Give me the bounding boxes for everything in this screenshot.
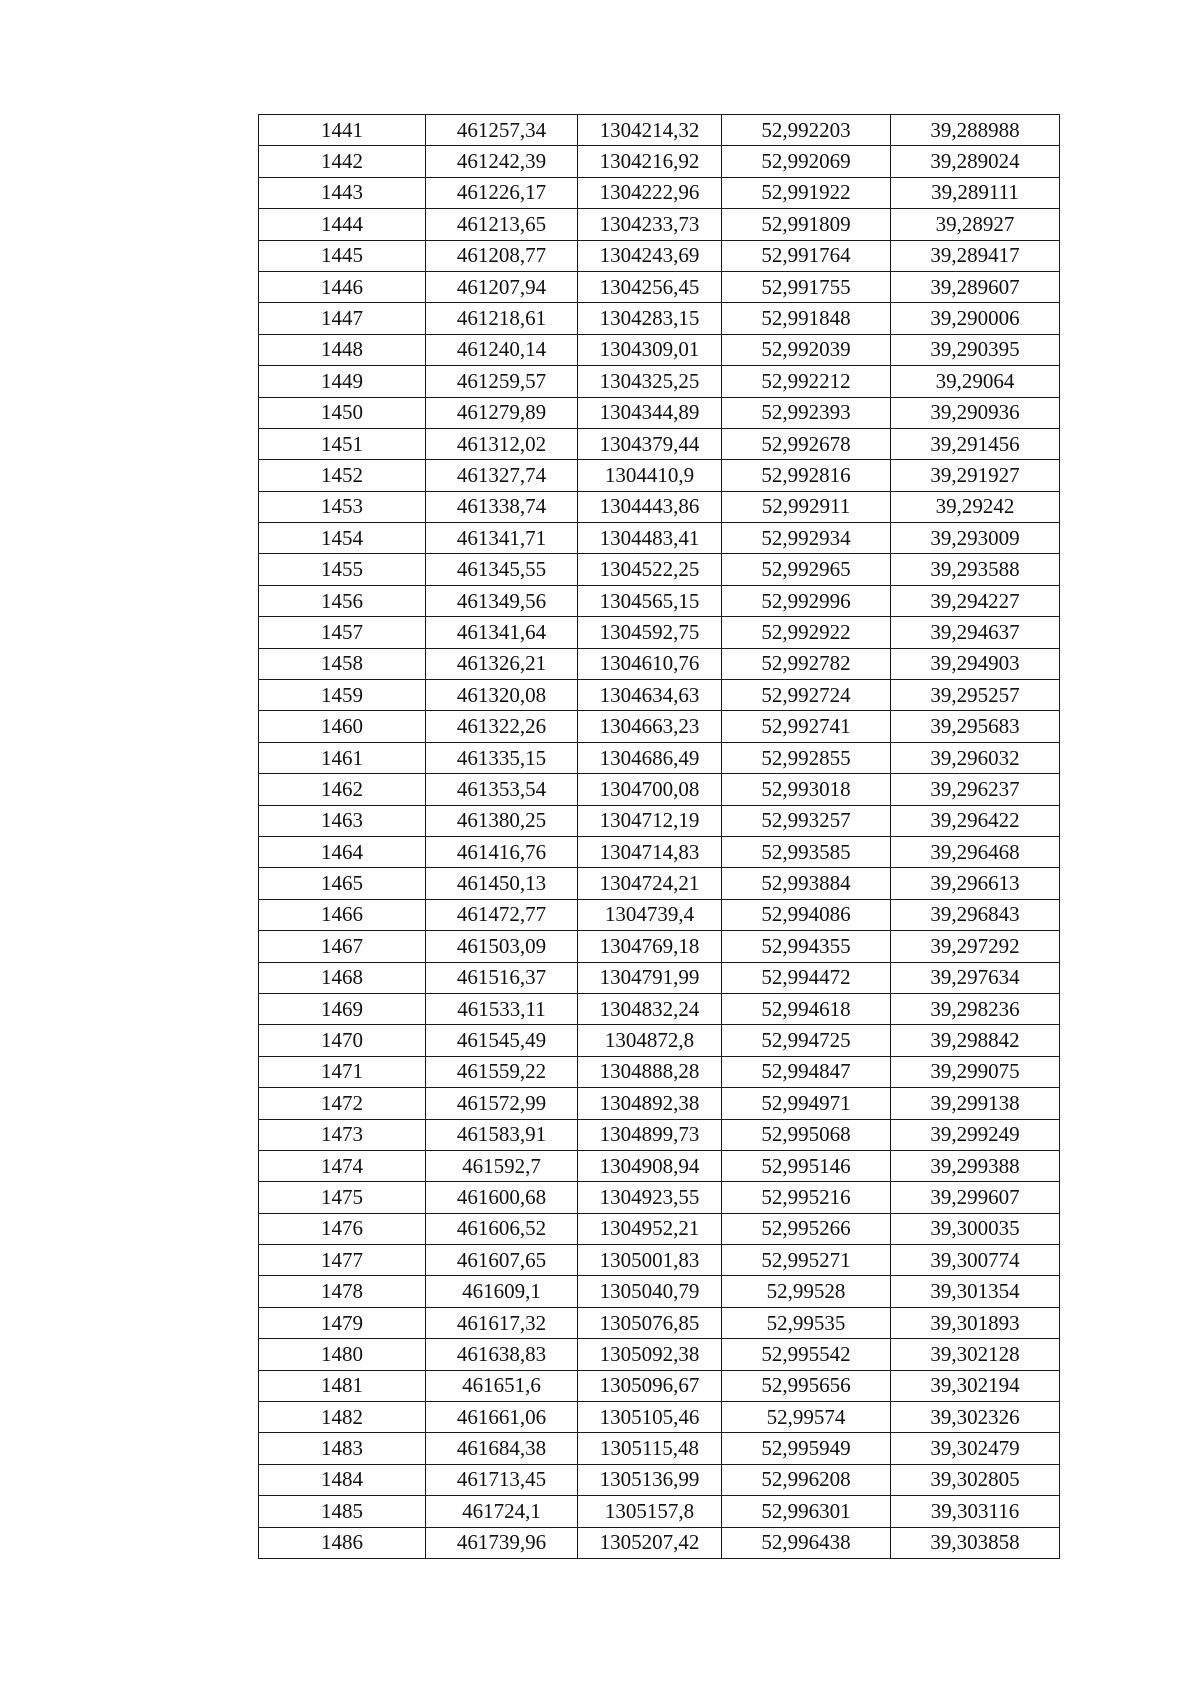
x-coordinate-cell: 461684,38 bbox=[426, 1433, 578, 1464]
y-coordinate-cell: 1304712,19 bbox=[578, 805, 722, 836]
x-coordinate-cell: 461559,22 bbox=[426, 1056, 578, 1087]
x-coordinate-cell: 461545,49 bbox=[426, 1025, 578, 1056]
latitude-cell: 52,995542 bbox=[722, 1339, 891, 1370]
latitude-cell: 52,994472 bbox=[722, 962, 891, 993]
longitude-cell: 39,289024 bbox=[891, 146, 1060, 177]
point-number-cell: 1457 bbox=[259, 617, 426, 648]
x-coordinate-cell: 461327,74 bbox=[426, 460, 578, 491]
x-coordinate-cell: 461207,94 bbox=[426, 271, 578, 302]
table-row bbox=[259, 428, 1060, 459]
x-coordinate-cell: 461320,08 bbox=[426, 680, 578, 711]
latitude-cell: 52,994618 bbox=[722, 993, 891, 1024]
point-number-cell: 1453 bbox=[259, 491, 426, 522]
point-number-cell: 1454 bbox=[259, 523, 426, 554]
x-coordinate-cell: 461341,71 bbox=[426, 523, 578, 554]
table-row bbox=[259, 993, 1060, 1024]
y-coordinate-cell: 1305207,42 bbox=[578, 1527, 722, 1558]
y-coordinate-cell: 1304739,4 bbox=[578, 899, 722, 930]
longitude-cell: 39,296237 bbox=[891, 774, 1060, 805]
x-coordinate-cell: 461600,68 bbox=[426, 1182, 578, 1213]
coordinates-table bbox=[258, 114, 1060, 1559]
latitude-cell: 52,995656 bbox=[722, 1370, 891, 1401]
y-coordinate-cell: 1304923,55 bbox=[578, 1182, 722, 1213]
x-coordinate-cell: 461661,06 bbox=[426, 1402, 578, 1433]
latitude-cell: 52,992816 bbox=[722, 460, 891, 491]
point-number-cell: 1477 bbox=[259, 1245, 426, 1276]
table-row bbox=[259, 397, 1060, 428]
latitude-cell: 52,995068 bbox=[722, 1119, 891, 1150]
x-coordinate-cell: 461213,65 bbox=[426, 209, 578, 240]
point-number-cell: 1479 bbox=[259, 1307, 426, 1338]
table-row bbox=[259, 366, 1060, 397]
point-number-cell: 1472 bbox=[259, 1088, 426, 1119]
latitude-cell: 52,994086 bbox=[722, 899, 891, 930]
y-coordinate-cell: 1304872,8 bbox=[578, 1025, 722, 1056]
table-row bbox=[259, 1088, 1060, 1119]
longitude-cell: 39,297292 bbox=[891, 931, 1060, 962]
x-coordinate-cell: 461380,25 bbox=[426, 805, 578, 836]
point-number-cell: 1450 bbox=[259, 397, 426, 428]
point-number-cell: 1447 bbox=[259, 303, 426, 334]
y-coordinate-cell: 1304899,73 bbox=[578, 1119, 722, 1150]
y-coordinate-cell: 1305115,48 bbox=[578, 1433, 722, 1464]
latitude-cell: 52,995266 bbox=[722, 1213, 891, 1244]
y-coordinate-cell: 1305092,38 bbox=[578, 1339, 722, 1370]
y-coordinate-cell: 1304344,89 bbox=[578, 397, 722, 428]
x-coordinate-cell: 461326,21 bbox=[426, 648, 578, 679]
point-number-cell: 1480 bbox=[259, 1339, 426, 1370]
point-number-cell: 1451 bbox=[259, 428, 426, 459]
latitude-cell: 52,992922 bbox=[722, 617, 891, 648]
y-coordinate-cell: 1304379,44 bbox=[578, 428, 722, 459]
point-number-cell: 1461 bbox=[259, 742, 426, 773]
y-coordinate-cell: 1305105,46 bbox=[578, 1402, 722, 1433]
point-number-cell: 1444 bbox=[259, 209, 426, 240]
y-coordinate-cell: 1304686,49 bbox=[578, 742, 722, 773]
latitude-cell: 52,992212 bbox=[722, 366, 891, 397]
point-number-cell: 1452 bbox=[259, 460, 426, 491]
table-row bbox=[259, 742, 1060, 773]
x-coordinate-cell: 461240,14 bbox=[426, 334, 578, 365]
latitude-cell: 52,992203 bbox=[722, 115, 891, 146]
point-number-cell: 1442 bbox=[259, 146, 426, 177]
latitude-cell: 52,993257 bbox=[722, 805, 891, 836]
longitude-cell: 39,296032 bbox=[891, 742, 1060, 773]
latitude-cell: 52,992393 bbox=[722, 397, 891, 428]
latitude-cell: 52,994971 bbox=[722, 1088, 891, 1119]
point-number-cell: 1449 bbox=[259, 366, 426, 397]
table-row bbox=[259, 554, 1060, 585]
longitude-cell: 39,293009 bbox=[891, 523, 1060, 554]
y-coordinate-cell: 1304663,23 bbox=[578, 711, 722, 742]
latitude-cell: 52,991809 bbox=[722, 209, 891, 240]
table-row bbox=[259, 115, 1060, 146]
point-number-cell: 1465 bbox=[259, 868, 426, 899]
x-coordinate-cell: 461638,83 bbox=[426, 1339, 578, 1370]
point-number-cell: 1467 bbox=[259, 931, 426, 962]
table-row bbox=[259, 1527, 1060, 1558]
table-row bbox=[259, 1464, 1060, 1495]
point-number-cell: 1471 bbox=[259, 1056, 426, 1087]
longitude-cell: 39,295257 bbox=[891, 680, 1060, 711]
point-number-cell: 1476 bbox=[259, 1213, 426, 1244]
y-coordinate-cell: 1304214,32 bbox=[578, 115, 722, 146]
latitude-cell: 52,99535 bbox=[722, 1307, 891, 1338]
longitude-cell: 39,290006 bbox=[891, 303, 1060, 334]
longitude-cell: 39,298842 bbox=[891, 1025, 1060, 1056]
latitude-cell: 52,992965 bbox=[722, 554, 891, 585]
table-row bbox=[259, 931, 1060, 962]
x-coordinate-cell: 461651,6 bbox=[426, 1370, 578, 1401]
longitude-cell: 39,294903 bbox=[891, 648, 1060, 679]
point-number-cell: 1484 bbox=[259, 1464, 426, 1495]
table-row bbox=[259, 1276, 1060, 1307]
longitude-cell: 39,299249 bbox=[891, 1119, 1060, 1150]
longitude-cell: 39,301354 bbox=[891, 1276, 1060, 1307]
point-number-cell: 1458 bbox=[259, 648, 426, 679]
y-coordinate-cell: 1304888,28 bbox=[578, 1056, 722, 1087]
y-coordinate-cell: 1304243,69 bbox=[578, 240, 722, 271]
latitude-cell: 52,993585 bbox=[722, 836, 891, 867]
y-coordinate-cell: 1304769,18 bbox=[578, 931, 722, 962]
point-number-cell: 1486 bbox=[259, 1527, 426, 1558]
y-coordinate-cell: 1304309,01 bbox=[578, 334, 722, 365]
longitude-cell: 39,288988 bbox=[891, 115, 1060, 146]
y-coordinate-cell: 1305076,85 bbox=[578, 1307, 722, 1338]
table-row bbox=[259, 1056, 1060, 1087]
latitude-cell: 52,991764 bbox=[722, 240, 891, 271]
point-number-cell: 1469 bbox=[259, 993, 426, 1024]
longitude-cell: 39,289607 bbox=[891, 271, 1060, 302]
table-row bbox=[259, 271, 1060, 302]
y-coordinate-cell: 1304908,94 bbox=[578, 1150, 722, 1181]
x-coordinate-cell: 461257,34 bbox=[426, 115, 578, 146]
latitude-cell: 52,992934 bbox=[722, 523, 891, 554]
table-row bbox=[259, 523, 1060, 554]
longitude-cell: 39,294637 bbox=[891, 617, 1060, 648]
longitude-cell: 39,302479 bbox=[891, 1433, 1060, 1464]
table-row bbox=[259, 1213, 1060, 1244]
table-row bbox=[259, 648, 1060, 679]
point-number-cell: 1443 bbox=[259, 177, 426, 208]
longitude-cell: 39,296468 bbox=[891, 836, 1060, 867]
y-coordinate-cell: 1305096,67 bbox=[578, 1370, 722, 1401]
x-coordinate-cell: 461312,02 bbox=[426, 428, 578, 459]
y-coordinate-cell: 1304222,96 bbox=[578, 177, 722, 208]
y-coordinate-cell: 1304724,21 bbox=[578, 868, 722, 899]
x-coordinate-cell: 461226,17 bbox=[426, 177, 578, 208]
longitude-cell: 39,299075 bbox=[891, 1056, 1060, 1087]
table-row bbox=[259, 1402, 1060, 1433]
latitude-cell: 52,992782 bbox=[722, 648, 891, 679]
table-row bbox=[259, 1339, 1060, 1370]
longitude-cell: 39,302194 bbox=[891, 1370, 1060, 1401]
y-coordinate-cell: 1305157,8 bbox=[578, 1496, 722, 1527]
y-coordinate-cell: 1304325,25 bbox=[578, 366, 722, 397]
y-coordinate-cell: 1304592,75 bbox=[578, 617, 722, 648]
x-coordinate-cell: 461609,1 bbox=[426, 1276, 578, 1307]
table-row bbox=[259, 899, 1060, 930]
longitude-cell: 39,295683 bbox=[891, 711, 1060, 742]
longitude-cell: 39,302326 bbox=[891, 1402, 1060, 1433]
y-coordinate-cell: 1304791,99 bbox=[578, 962, 722, 993]
table-row bbox=[259, 868, 1060, 899]
longitude-cell: 39,291456 bbox=[891, 428, 1060, 459]
table-row bbox=[259, 146, 1060, 177]
x-coordinate-cell: 461242,39 bbox=[426, 146, 578, 177]
table-row bbox=[259, 240, 1060, 271]
table-row bbox=[259, 680, 1060, 711]
x-coordinate-cell: 461338,74 bbox=[426, 491, 578, 522]
x-coordinate-cell: 461322,26 bbox=[426, 711, 578, 742]
x-coordinate-cell: 461345,55 bbox=[426, 554, 578, 585]
y-coordinate-cell: 1304714,83 bbox=[578, 836, 722, 867]
point-number-cell: 1460 bbox=[259, 711, 426, 742]
y-coordinate-cell: 1304443,86 bbox=[578, 491, 722, 522]
point-number-cell: 1475 bbox=[259, 1182, 426, 1213]
point-number-cell: 1445 bbox=[259, 240, 426, 271]
y-coordinate-cell: 1304522,25 bbox=[578, 554, 722, 585]
latitude-cell: 52,993018 bbox=[722, 774, 891, 805]
longitude-cell: 39,302805 bbox=[891, 1464, 1060, 1495]
latitude-cell: 52,99528 bbox=[722, 1276, 891, 1307]
x-coordinate-cell: 461279,89 bbox=[426, 397, 578, 428]
table-row bbox=[259, 177, 1060, 208]
table-row bbox=[259, 711, 1060, 742]
latitude-cell: 52,994725 bbox=[722, 1025, 891, 1056]
longitude-cell: 39,293588 bbox=[891, 554, 1060, 585]
x-coordinate-cell: 461416,76 bbox=[426, 836, 578, 867]
y-coordinate-cell: 1304610,76 bbox=[578, 648, 722, 679]
longitude-cell: 39,298236 bbox=[891, 993, 1060, 1024]
y-coordinate-cell: 1304483,41 bbox=[578, 523, 722, 554]
longitude-cell: 39,291927 bbox=[891, 460, 1060, 491]
y-coordinate-cell: 1304700,08 bbox=[578, 774, 722, 805]
table-row bbox=[259, 1496, 1060, 1527]
x-coordinate-cell: 461341,64 bbox=[426, 617, 578, 648]
point-number-cell: 1474 bbox=[259, 1150, 426, 1181]
point-number-cell: 1481 bbox=[259, 1370, 426, 1401]
latitude-cell: 52,992741 bbox=[722, 711, 891, 742]
latitude-cell: 52,992996 bbox=[722, 585, 891, 616]
x-coordinate-cell: 461713,45 bbox=[426, 1464, 578, 1495]
x-coordinate-cell: 461724,1 bbox=[426, 1496, 578, 1527]
y-coordinate-cell: 1304634,63 bbox=[578, 680, 722, 711]
table-row bbox=[259, 209, 1060, 240]
coordinates-table-body bbox=[259, 115, 1060, 1559]
y-coordinate-cell: 1305040,79 bbox=[578, 1276, 722, 1307]
table-row bbox=[259, 1150, 1060, 1181]
x-coordinate-cell: 461349,56 bbox=[426, 585, 578, 616]
x-coordinate-cell: 461353,54 bbox=[426, 774, 578, 805]
x-coordinate-cell: 461533,11 bbox=[426, 993, 578, 1024]
latitude-cell: 52,993884 bbox=[722, 868, 891, 899]
longitude-cell: 39,28927 bbox=[891, 209, 1060, 240]
table-row bbox=[259, 1025, 1060, 1056]
table-row bbox=[259, 1307, 1060, 1338]
x-coordinate-cell: 461592,7 bbox=[426, 1150, 578, 1181]
latitude-cell: 52,992678 bbox=[722, 428, 891, 459]
latitude-cell: 52,995949 bbox=[722, 1433, 891, 1464]
table-row bbox=[259, 303, 1060, 334]
longitude-cell: 39,299138 bbox=[891, 1088, 1060, 1119]
point-number-cell: 1485 bbox=[259, 1496, 426, 1527]
latitude-cell: 52,995271 bbox=[722, 1245, 891, 1276]
point-number-cell: 1468 bbox=[259, 962, 426, 993]
latitude-cell: 52,996208 bbox=[722, 1464, 891, 1495]
y-coordinate-cell: 1304410,9 bbox=[578, 460, 722, 491]
longitude-cell: 39,290395 bbox=[891, 334, 1060, 365]
longitude-cell: 39,303116 bbox=[891, 1496, 1060, 1527]
latitude-cell: 52,991755 bbox=[722, 271, 891, 302]
x-coordinate-cell: 461583,91 bbox=[426, 1119, 578, 1150]
longitude-cell: 39,300035 bbox=[891, 1213, 1060, 1244]
point-number-cell: 1462 bbox=[259, 774, 426, 805]
point-number-cell: 1455 bbox=[259, 554, 426, 585]
table-row bbox=[259, 617, 1060, 648]
x-coordinate-cell: 461259,57 bbox=[426, 366, 578, 397]
longitude-cell: 39,301893 bbox=[891, 1307, 1060, 1338]
point-number-cell: 1478 bbox=[259, 1276, 426, 1307]
y-coordinate-cell: 1304952,21 bbox=[578, 1213, 722, 1244]
x-coordinate-cell: 461335,15 bbox=[426, 742, 578, 773]
longitude-cell: 39,299388 bbox=[891, 1150, 1060, 1181]
x-coordinate-cell: 461503,09 bbox=[426, 931, 578, 962]
table-row bbox=[259, 1182, 1060, 1213]
longitude-cell: 39,29242 bbox=[891, 491, 1060, 522]
table-row bbox=[259, 491, 1060, 522]
point-number-cell: 1463 bbox=[259, 805, 426, 836]
y-coordinate-cell: 1304256,45 bbox=[578, 271, 722, 302]
point-number-cell: 1473 bbox=[259, 1119, 426, 1150]
longitude-cell: 39,29064 bbox=[891, 366, 1060, 397]
longitude-cell: 39,300774 bbox=[891, 1245, 1060, 1276]
latitude-cell: 52,99574 bbox=[722, 1402, 891, 1433]
y-coordinate-cell: 1305136,99 bbox=[578, 1464, 722, 1495]
longitude-cell: 39,296613 bbox=[891, 868, 1060, 899]
point-number-cell: 1470 bbox=[259, 1025, 426, 1056]
point-number-cell: 1483 bbox=[259, 1433, 426, 1464]
x-coordinate-cell: 461617,32 bbox=[426, 1307, 578, 1338]
table-row bbox=[259, 1119, 1060, 1150]
y-coordinate-cell: 1305001,83 bbox=[578, 1245, 722, 1276]
latitude-cell: 52,994847 bbox=[722, 1056, 891, 1087]
table-row bbox=[259, 460, 1060, 491]
latitude-cell: 52,995216 bbox=[722, 1182, 891, 1213]
longitude-cell: 39,289417 bbox=[891, 240, 1060, 271]
longitude-cell: 39,297634 bbox=[891, 962, 1060, 993]
x-coordinate-cell: 461607,65 bbox=[426, 1245, 578, 1276]
y-coordinate-cell: 1304233,73 bbox=[578, 209, 722, 240]
y-coordinate-cell: 1304283,15 bbox=[578, 303, 722, 334]
longitude-cell: 39,290936 bbox=[891, 397, 1060, 428]
y-coordinate-cell: 1304216,92 bbox=[578, 146, 722, 177]
x-coordinate-cell: 461472,77 bbox=[426, 899, 578, 930]
x-coordinate-cell: 461572,99 bbox=[426, 1088, 578, 1119]
x-coordinate-cell: 461218,61 bbox=[426, 303, 578, 334]
point-number-cell: 1441 bbox=[259, 115, 426, 146]
table-row bbox=[259, 1245, 1060, 1276]
table-row bbox=[259, 334, 1060, 365]
latitude-cell: 52,996301 bbox=[722, 1496, 891, 1527]
longitude-cell: 39,294227 bbox=[891, 585, 1060, 616]
x-coordinate-cell: 461516,37 bbox=[426, 962, 578, 993]
point-number-cell: 1446 bbox=[259, 271, 426, 302]
latitude-cell: 52,991848 bbox=[722, 303, 891, 334]
table-row bbox=[259, 836, 1060, 867]
y-coordinate-cell: 1304892,38 bbox=[578, 1088, 722, 1119]
longitude-cell: 39,289111 bbox=[891, 177, 1060, 208]
latitude-cell: 52,992911 bbox=[722, 491, 891, 522]
point-number-cell: 1466 bbox=[259, 899, 426, 930]
point-number-cell: 1464 bbox=[259, 836, 426, 867]
latitude-cell: 52,991922 bbox=[722, 177, 891, 208]
longitude-cell: 39,296843 bbox=[891, 899, 1060, 930]
latitude-cell: 52,995146 bbox=[722, 1150, 891, 1181]
y-coordinate-cell: 1304832,24 bbox=[578, 993, 722, 1024]
point-number-cell: 1456 bbox=[259, 585, 426, 616]
table-row bbox=[259, 805, 1060, 836]
table-row bbox=[259, 585, 1060, 616]
x-coordinate-cell: 461208,77 bbox=[426, 240, 578, 271]
x-coordinate-cell: 461450,13 bbox=[426, 868, 578, 899]
point-number-cell: 1459 bbox=[259, 680, 426, 711]
table-row bbox=[259, 1433, 1060, 1464]
point-number-cell: 1482 bbox=[259, 1402, 426, 1433]
latitude-cell: 52,996438 bbox=[722, 1527, 891, 1558]
y-coordinate-cell: 1304565,15 bbox=[578, 585, 722, 616]
latitude-cell: 52,992724 bbox=[722, 680, 891, 711]
longitude-cell: 39,303858 bbox=[891, 1527, 1060, 1558]
latitude-cell: 52,992069 bbox=[722, 146, 891, 177]
latitude-cell: 52,992039 bbox=[722, 334, 891, 365]
longitude-cell: 39,302128 bbox=[891, 1339, 1060, 1370]
longitude-cell: 39,299607 bbox=[891, 1182, 1060, 1213]
point-number-cell: 1448 bbox=[259, 334, 426, 365]
table-row bbox=[259, 774, 1060, 805]
longitude-cell: 39,296422 bbox=[891, 805, 1060, 836]
latitude-cell: 52,994355 bbox=[722, 931, 891, 962]
table-row bbox=[259, 962, 1060, 993]
x-coordinate-cell: 461739,96 bbox=[426, 1527, 578, 1558]
latitude-cell: 52,992855 bbox=[722, 742, 891, 773]
x-coordinate-cell: 461606,52 bbox=[426, 1213, 578, 1244]
table-row bbox=[259, 1370, 1060, 1401]
